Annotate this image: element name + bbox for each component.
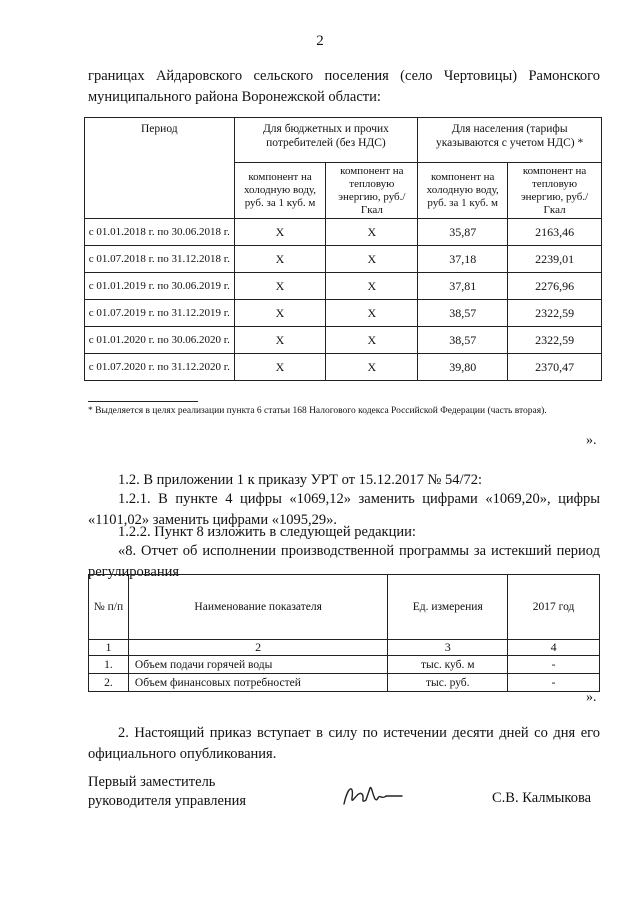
footnote: * Выделяется в целях реализации пункта 6 статьи 168 Налогового кодекса Российской Федерации (часть вторая).: [88, 406, 547, 416]
period-cell: с 01.01.2018 г. по 30.06.2018 г.: [85, 219, 235, 246]
budget-heat-cell: X: [326, 327, 418, 354]
budget-heat-cell: X: [326, 300, 418, 327]
pop-heat-cell: 2163,46: [508, 219, 602, 246]
budget-cold-cell: X: [234, 327, 326, 354]
paragraph-1-2: 1.2. В приложении 1 к приказу УРТ от 15.12.2017 № 54/72:: [118, 472, 483, 488]
report-header-unit: Ед. измерения: [388, 575, 508, 640]
period-cell: с 01.01.2020 г. по 30.06.2020 г.: [85, 327, 235, 354]
period-cell: с 01.07.2019 г. по 31.12.2019 г.: [85, 300, 235, 327]
pop-cold-cell: 39,80: [418, 354, 508, 381]
pop-heat-cell: 2239,01: [508, 246, 602, 273]
column-number: 4: [508, 640, 600, 656]
pop-heat-cell: 2370,47: [508, 354, 602, 381]
page-number: 2: [316, 33, 324, 49]
paragraph-8: «8. Отчет об исполнении производственной программы за истекший период регулирования: [88, 543, 600, 580]
budget-cold-cell: X: [234, 354, 326, 381]
budget-cold-cell: X: [234, 246, 326, 273]
table-row: [85, 354, 602, 381]
pop-cold-cell: 38,57: [418, 300, 508, 327]
column-number: 1: [89, 640, 129, 656]
pop-heat-cell: 2276,96: [508, 273, 602, 300]
table-row: [85, 246, 602, 273]
row-num: 1.: [89, 656, 129, 674]
row-num: 2.: [89, 674, 129, 692]
pop-cold-cell: 37,18: [418, 246, 508, 273]
header-budget: Для бюджетных и прочих потребителей (без НДС): [234, 118, 418, 163]
pop-heat-cell: 2322,59: [508, 327, 602, 354]
header-period: Период: [85, 118, 235, 219]
budget-heat-cell: X: [326, 354, 418, 381]
paragraph-1-2-1: 1.2.1. В пункте 4 цифры «1069,12» заменить цифрами «1069,20», цифры «1101,02» заменить цифрами «1095,29».: [88, 491, 600, 528]
footnote-divider: [88, 401, 198, 402]
table-row: [89, 656, 600, 674]
signer-position-line-2: руководителя управления: [88, 793, 247, 809]
intro-line-1: границах Айдаровского сельского поселения (село Чертовицы) Рамонского: [88, 68, 600, 84]
signer-position-line-1: Первый заместитель: [88, 774, 216, 790]
pop-cold-cell: 37,81: [418, 273, 508, 300]
pop-cold-cell: 38,57: [418, 327, 508, 354]
header-budget-cold-water: компонент на холодную воду, руб. за 1 куб. м: [234, 163, 326, 219]
report-header-year: 2017 год: [508, 575, 600, 640]
budget-cold-cell: X: [234, 273, 326, 300]
pop-heat-cell: 2322,59: [508, 300, 602, 327]
paragraph-2: 2. Настоящий приказ вступает в силу по истечении десяти дней со дня его официального опубликования.: [88, 725, 600, 762]
table-row: [89, 674, 600, 692]
paragraph-1-2-2: 1.2.2. Пункт 8 изложить в следующей редакции:: [118, 524, 416, 540]
signer-name: С.В. Калмыкова: [492, 790, 592, 806]
tariff-table: [84, 117, 602, 381]
table-row: [85, 300, 602, 327]
report-table: [88, 574, 600, 692]
header-population: Для населения (тарифы указываются с учетом НДС) *: [418, 118, 602, 163]
closing-quote: ».: [586, 433, 597, 448]
report-header-num: № п/п: [89, 575, 129, 640]
table-row: [85, 273, 602, 300]
intro-text: [88, 66, 600, 108]
period-cell: с 01.07.2020 г. по 31.12.2020 г.: [85, 354, 235, 381]
period-cell: с 01.01.2019 г. по 30.06.2019 г.: [85, 273, 235, 300]
budget-heat-cell: X: [326, 273, 418, 300]
row-name: Объем подачи горячей воды: [128, 656, 387, 674]
row-unit: тыс. куб. м: [388, 656, 508, 674]
table-row: [85, 327, 602, 354]
closing-quote-2: ».: [586, 690, 597, 705]
handwritten-signature: [340, 780, 410, 810]
budget-heat-cell: X: [326, 246, 418, 273]
row-value: -: [508, 656, 600, 674]
row-name: Объем финансовых потребностей: [128, 674, 387, 692]
header-pop-heat: компонент на тепловую энергию, руб./Гкал: [508, 163, 602, 219]
pop-cold-cell: 35,87: [418, 219, 508, 246]
column-number: 2: [128, 640, 387, 656]
budget-cold-cell: X: [234, 219, 326, 246]
signer-position: [88, 773, 246, 811]
column-number: 3: [388, 640, 508, 656]
intro-line-2: муниципального района Воронежской области:: [88, 89, 381, 105]
row-value: -: [508, 674, 600, 692]
budget-heat-cell: X: [326, 219, 418, 246]
table-row: [85, 219, 602, 246]
header-budget-heat: компонент на тепловую энергию, руб./Гкал: [326, 163, 418, 219]
period-cell: с 01.07.2018 г. по 31.12.2018 г.: [85, 246, 235, 273]
header-pop-cold-water: компонент на холодную воду, руб. за 1 куб. м: [418, 163, 508, 219]
report-header-name: Наименование показателя: [128, 575, 387, 640]
row-unit: тыс. руб.: [388, 674, 508, 692]
budget-cold-cell: X: [234, 300, 326, 327]
